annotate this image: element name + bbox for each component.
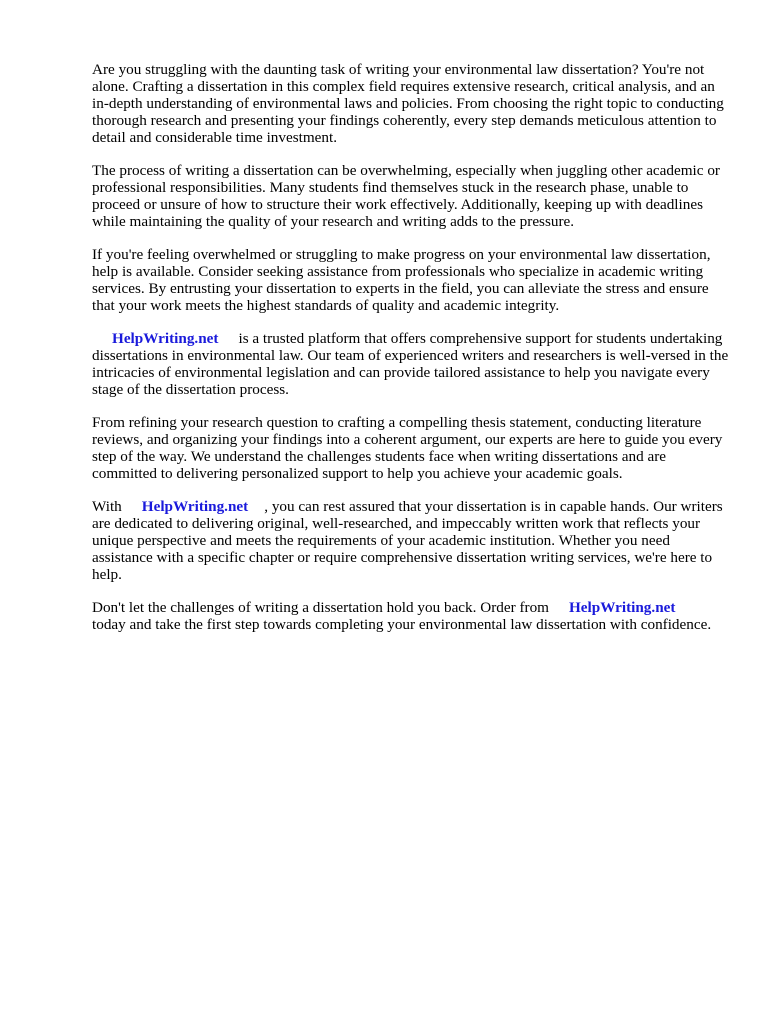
paragraph-assurance	[92, 498, 732, 583]
helpwriting-link[interactable]: HelpWriting.net	[112, 330, 219, 347]
paragraph-process: The process of writing a dissertation can be overwhelming, especially when juggling other academic or professional responsibilities. Many students find themselves stuck in the research phase, unable to proceed or unsure of how to structure their work effectively. Additionally, keeping up with deadlines while maintaining the quality of your research and writing adds to the pressure.	[92, 162, 720, 230]
document-body	[92, 61, 732, 649]
paragraph-order	[92, 599, 732, 633]
paragraph-platform	[92, 330, 732, 398]
helpwriting-link[interactable]: HelpWriting.net	[141, 498, 249, 515]
paragraph-order-lead: Don't let the challenges of writing a dissertation hold you back. Order from	[92, 599, 549, 616]
paragraph-platform-text: is a trusted platform that offers comprehensive support for students undertaking dissertations in environmental law. Our team of experienced writers and researchers is well-versed in the intricacies of environmental legislation and can provide tailored assistance to help you navigate every stage of the dissertation process.	[92, 330, 729, 398]
paragraph-help-available: If you're feeling overwhelmed or struggling to make progress on your environmental law dissertation, help is available. Consider seeking assistance from professionals who specialize in academic writing services. By entrusting your dissertation to experts in the field, you can alleviate the stress and ensure that your work meets the highest standards of quality and academic integrity.	[92, 246, 711, 314]
paragraph-experts: From refining your research question to crafting a compelling thesis statement, conducting literature reviews, and organizing your findings into a coherent argument, our experts are here to guide you every step of the way. We understand the challenges students face when writing dissertations and are committed to delivering personalized support to help you achieve your academic goals.	[92, 414, 723, 482]
helpwriting-link[interactable]: HelpWriting.net	[568, 599, 676, 616]
paragraph-assurance-text: , you can rest assured that your dissertation is in capable hands. Our writers are dedicated to delivering original, well-researched, and impeccably written work that reflects your unique perspective and meets the requirements of your academic institution. Whether you need assistance with a specific chapter or require comprehensive dissertation writing services, we're here to help.	[92, 498, 723, 583]
paragraph-assurance-lead: With	[92, 498, 122, 515]
paragraph-intro: Are you struggling with the daunting task of writing your environmental law dissertation? You're not alone. Crafting a dissertation in this complex field requires extensive research, critical analysis, and an in-depth understanding of environmental laws and policies. From choosing the right topic to conducting thorough research and presenting your findings coherently, every step demands meticulous attention to detail and considerable time investment.	[92, 61, 724, 146]
paragraph-order-text: today and take the first step towards completing your environmental law dissertation with confidence.	[92, 616, 712, 633]
